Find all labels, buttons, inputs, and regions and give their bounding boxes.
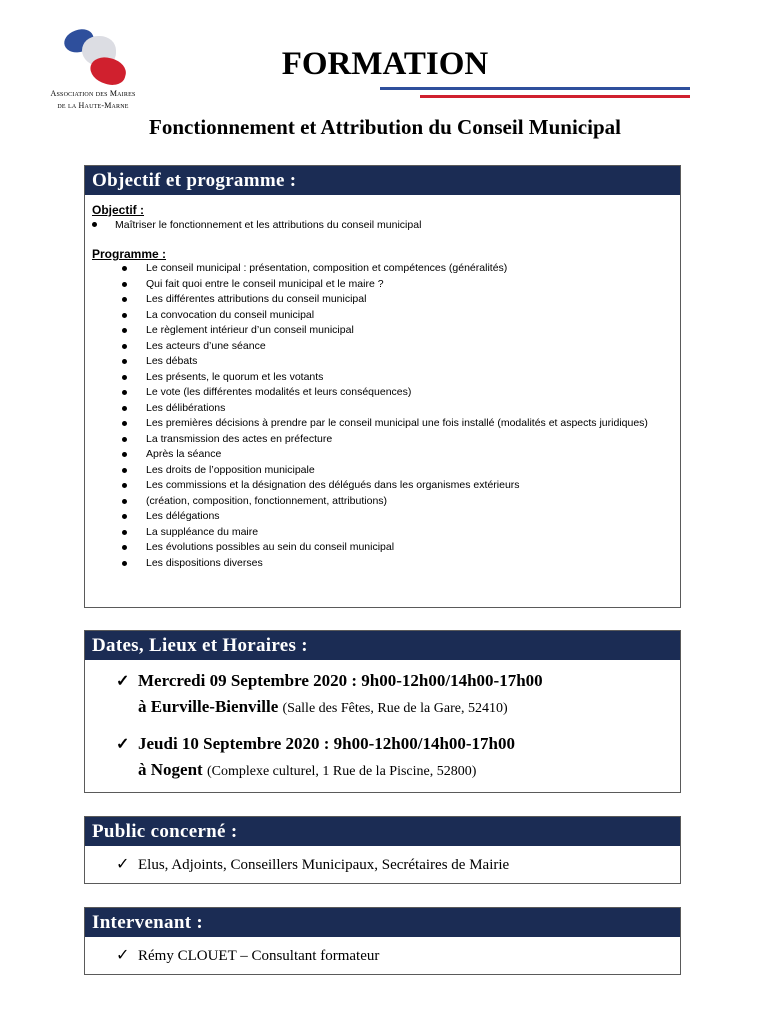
session-2-place: à Nogent <box>138 760 203 779</box>
bullet-icon <box>122 545 127 550</box>
programme-item-text: Le conseil municipal : présentation, composition et compétences (généralités) <box>146 262 508 274</box>
bullet-icon <box>122 297 127 302</box>
bullet-icon <box>122 468 127 473</box>
bullet-icon <box>122 437 127 442</box>
programme-list <box>92 261 680 571</box>
programme-item-text: La suppléance du maire <box>146 525 259 538</box>
checkmark-icon: ✓ <box>116 947 130 964</box>
programme-item-text: Le règlement intérieur d’un conseil municipal <box>146 324 354 336</box>
bullet-icon <box>122 514 127 519</box>
programme-item-text: Les droits de l’opposition municipale <box>146 463 315 476</box>
public-heading: Public concerné : <box>85 817 680 846</box>
bullet-icon <box>122 328 127 333</box>
dates-heading: Dates, Lieux et Horaires : <box>85 631 680 660</box>
bullet-icon <box>122 344 127 349</box>
objectif-body <box>85 195 680 571</box>
session-1 <box>85 660 680 721</box>
programme-item <box>92 370 680 386</box>
checkmark-icon: ✓ <box>116 673 130 690</box>
programme-item-text: Les débats <box>146 355 198 367</box>
session-1-place: à Eurville-Bienville <box>138 697 279 716</box>
programme-item <box>92 292 680 308</box>
session-2-date: Jeudi 10 Septembre 2020 : 9h00-12h00/14h00-17h00 <box>138 734 516 753</box>
objectif-heading: Objectif et programme : <box>85 166 680 195</box>
programme-item-text: Après la séance <box>146 448 222 460</box>
programme-item-text: Les présents, le quorum et les votants <box>146 370 324 383</box>
bullet-icon <box>122 313 127 318</box>
bullet-icon <box>92 222 97 227</box>
logo-line-1: Association des Maires <box>50 89 136 98</box>
programme-item-text: Les délibérations <box>146 401 226 414</box>
programme-item-text: Le vote (les différentes modalités et leurs conséquences) <box>146 386 412 398</box>
programme-item <box>92 277 680 293</box>
programme-item <box>92 509 680 525</box>
bullet-icon <box>122 452 127 457</box>
bullet-icon <box>122 266 127 271</box>
objectif-item-text: Maîtriser le fonctionnement et les attributions du conseil municipal <box>115 219 422 231</box>
programme-item <box>92 339 680 355</box>
programme-item-text: La convocation du conseil municipal <box>146 308 315 321</box>
bullet-icon <box>122 375 127 380</box>
objectif-section <box>84 165 681 608</box>
programme-item-text: Les différentes attributions du conseil municipal <box>146 293 367 305</box>
programme-item <box>92 308 680 324</box>
checkmark-icon: ✓ <box>116 856 130 873</box>
programme-item-text: Les commissions et la désignation des délégués dans les organismes extérieurs <box>146 479 520 491</box>
objectif-item <box>92 217 680 233</box>
programme-item <box>92 261 680 277</box>
bullet-icon <box>122 530 127 535</box>
page-subtitle: Fonctionnement et Attribution du Conseil Municipal <box>149 115 621 139</box>
dates-section <box>84 630 681 793</box>
programme-label: Programme : <box>92 247 167 261</box>
programme-item <box>92 525 680 541</box>
programme-item-text: Qui fait quoi entre le conseil municipal et le maire ? <box>146 277 384 290</box>
session-2-address: (Complexe culturel, 1 Rue de la Piscine, 52800) <box>206 764 477 779</box>
programme-item <box>92 447 680 463</box>
programme-item <box>92 323 680 339</box>
programme-item-text: La transmission des actes en préfecture <box>146 432 333 445</box>
programme-item <box>92 494 680 510</box>
bullet-icon <box>122 406 127 411</box>
association-logo <box>38 26 148 116</box>
programme-item-text: (création, composition, fonctionnement, attributions) <box>146 494 388 507</box>
intervenant-heading: Intervenant : <box>85 908 680 937</box>
session-1-address: (Salle des Fêtes, Rue de la Gare, 52410) <box>282 701 508 716</box>
bullet-icon <box>122 561 127 566</box>
session-1-date: Mercredi 09 Septembre 2020 : 9h00-12h00/14h00-17h00 <box>138 671 543 690</box>
programme-item-text: Les acteurs d’une séance <box>146 339 266 352</box>
programme-item <box>92 540 680 556</box>
bullet-icon <box>122 499 127 504</box>
programme-item <box>92 463 680 479</box>
programme-item <box>92 432 680 448</box>
programme-item <box>92 354 680 370</box>
title-rule-red <box>420 95 690 98</box>
programme-item-text: Les premières décisions à prendre par le conseil municipal une fois installé (modalités et aspects juridiques) <box>146 417 648 429</box>
programme-item <box>92 416 680 432</box>
bullet-icon <box>122 421 127 426</box>
programme-item-text: Les dispositions diverses <box>146 556 263 569</box>
programme-item <box>92 556 680 572</box>
logo-line-2: de la Haute-Marne <box>57 101 129 110</box>
intervenant-section <box>84 907 681 975</box>
public-text: Elus, Adjoints, Conseillers Municipaux, Secrétaires de Mairie <box>138 857 510 873</box>
bullet-icon <box>122 483 127 488</box>
bullet-icon <box>122 390 127 395</box>
programme-item-text: Les évolutions possibles au sein du conseil municipal <box>146 541 395 553</box>
page-title: FORMATION <box>281 46 489 82</box>
session-2 <box>85 721 680 784</box>
bullet-icon <box>122 282 127 287</box>
checkmark-icon: ✓ <box>116 736 130 753</box>
title-rule-blue <box>380 87 690 90</box>
logo-text <box>38 88 148 112</box>
programme-item <box>92 478 680 494</box>
bullet-icon <box>122 359 127 364</box>
programme-item <box>92 401 680 417</box>
programme-item-text: Les délégations <box>146 510 220 522</box>
objectif-label: Objectif : <box>92 203 145 217</box>
intervenant-text: Rémy CLOUET – Consultant formateur <box>138 948 380 964</box>
programme-item <box>92 385 680 401</box>
public-section <box>84 816 681 884</box>
